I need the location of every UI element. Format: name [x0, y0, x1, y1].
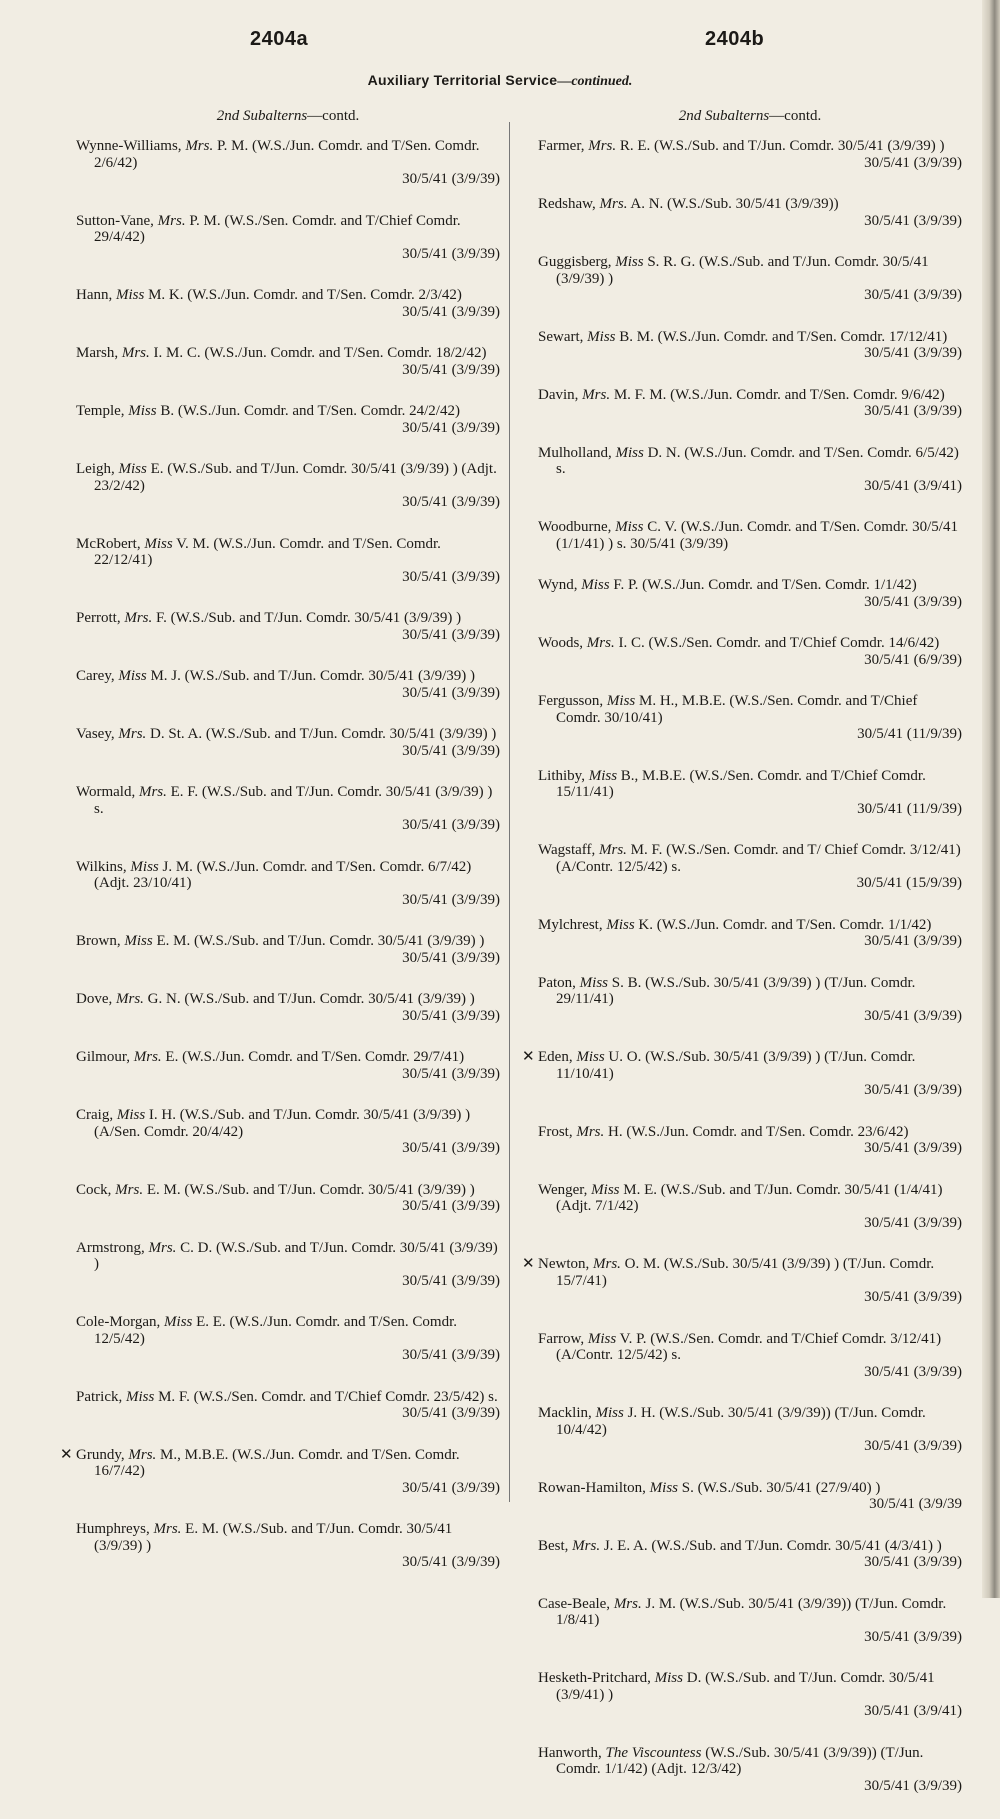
entry-name: Patrick, [76, 1388, 126, 1405]
entry-title: Miss [579, 974, 609, 991]
entry-date: 30/5/41 (3/9/41) [864, 1703, 962, 1719]
entry [538, 1538, 962, 1571]
entry-detail: J. M. (W.S./Sub. 30/5/41 (3/9/39)) (T/Jun. Comdr. 1/8/41) [556, 1595, 947, 1628]
entry-name: Fergusson, [538, 693, 607, 709]
entry-name: Wilkins, [76, 858, 131, 875]
entry [538, 1480, 962, 1513]
entry-date: 30/5/41 (3/9/39) [864, 1289, 962, 1305]
entry-title: Mrs. [115, 1181, 144, 1198]
entry-date: 30/5/41 (3/9/39) [402, 684, 500, 701]
entry-date: 30/5/41 (3/9/39) [402, 891, 500, 908]
entry [76, 403, 500, 436]
entry [538, 577, 962, 610]
entry-title: Miss [587, 1330, 617, 1347]
entry [76, 287, 500, 320]
entry [76, 1521, 500, 1571]
entry-date: 30/5/41 (3/9/39) [864, 593, 962, 610]
entry-detail: A. N. (W.S./Sub. 30/5/41 (3/9/39)) [627, 196, 839, 212]
entry-detail: R. E. (W.S./Sub. and T/Jun. Comdr. 30/5/41 (3/9/39) ) [616, 138, 945, 154]
entry-date: 30/5/41 (11/9/39) [857, 726, 962, 742]
entry-name: Wormald, [76, 784, 139, 800]
entry-title: Miss [615, 254, 644, 270]
entry [538, 519, 962, 552]
right-column [522, 108, 962, 1819]
entry-detail: S. R. G. (W.S./Sub. and T/Jun. Comdr. 30/5/41 (3/9/39) ) [556, 254, 929, 287]
entry-date: 30/5/41 (3/9/39) [864, 403, 962, 419]
entry [538, 1331, 962, 1381]
entry-detail: E. (W.S./Jun. Comdr. and T/Sen. Comdr. 29/7/41) [161, 1049, 465, 1065]
entry [538, 387, 962, 420]
entry-detail: D. N. (W.S./Jun. Comdr. and T/Sen. Comdr. 6/5/42) s. [556, 444, 959, 477]
entry-title: Mrs. [118, 726, 147, 742]
entry-title: Mrs. [582, 386, 611, 403]
entry-date: 30/5/41 (3/9/39) [402, 742, 500, 759]
entry-title: Miss [581, 577, 610, 593]
page-number-left: 2404a [250, 28, 309, 50]
entry-name: Best, [538, 1537, 573, 1554]
entry-name: Gilmour, [76, 1049, 134, 1065]
entry-title: Miss [130, 858, 159, 875]
entry-date: 30/5/41 (3/9/39) [402, 245, 500, 262]
entry-name: Wagstaff, [538, 842, 599, 858]
entry-title: Miss [588, 767, 618, 784]
entry-date: 30/5/41 (3/9/39) [864, 1007, 962, 1024]
entry-name: Grundy, [76, 1446, 129, 1463]
entry-title: Mrs. [121, 345, 150, 361]
entry [538, 917, 962, 950]
entry-title: Mrs. [124, 610, 153, 626]
entry [76, 1182, 500, 1215]
entry-title: Mrs. [613, 1595, 642, 1612]
entry-detail: E. F. (W.S./Sub. and T/Jun. Comdr. 30/5/41 (3/9/39) ) s. [94, 784, 493, 817]
entry-title: Mrs. [593, 1256, 621, 1272]
entry-name: Rowan-Hamilton, [538, 1479, 650, 1496]
entry-date: 30/5/41 (3/9/39) [864, 345, 962, 361]
entry-detail: B., M.B.E. (W.S./Sen. Comdr. and T/Chief Comdr. 15/11/41) [556, 767, 926, 800]
entry-name: Wenger, [538, 1181, 592, 1198]
entry-name: Macklin, [538, 1405, 596, 1421]
entry-title: Mrs. [153, 1521, 182, 1537]
entry-detail: K. (W.S./Jun. Comdr. and T/Sen. Comdr. 1/1/42) [634, 916, 932, 933]
entry-detail: M. E. (W.S./Sub. and T/Jun. Comdr. 30/5/41 (1/4/41) (Adjt. 7/1/42) [556, 1181, 943, 1214]
entry [76, 1389, 500, 1422]
entry-title: Mrs. [133, 1049, 162, 1065]
entry-name: Hanworth, [538, 1744, 606, 1761]
entry-title: Mrs. [588, 138, 617, 154]
entry-name: Armstrong, [76, 1239, 149, 1256]
entry-date: 30/5/41 (3/9/39) [864, 287, 962, 303]
entry-name: Cole-Morgan, [76, 1314, 165, 1330]
entry-detail: M., M.B.E. (W.S./Jun. Comdr. and T/Sen. Comdr. 16/7/42) [94, 1446, 460, 1479]
entry-title: Mrs. [599, 842, 627, 858]
entry [76, 933, 500, 966]
entry-detail: I. C. (W.S./Sen. Comdr. and T/Chief Comdr. 14/6/42) [614, 635, 940, 651]
entry-date: 30/5/41 (3/9/39) [864, 1554, 962, 1570]
cross-mark-icon: ✕ [522, 1049, 535, 1065]
entry [538, 1182, 962, 1232]
entry-date: 30/5/41 (3/9/39 [869, 1496, 962, 1512]
entry-date: 30/5/41 (3/9/39) [402, 361, 500, 378]
cross-mark-icon: ✕ [60, 1446, 73, 1463]
entry [76, 138, 500, 188]
entry-date: 30/5/41 (3/9/39) [402, 1007, 500, 1024]
entry-title: Miss [164, 1314, 193, 1330]
column-divider [509, 122, 510, 1502]
entry [522, 1256, 962, 1306]
entry-name: Davin, [538, 386, 583, 403]
entry-date: 30/5/41 (3/9/39) [864, 154, 962, 171]
entry-name: Humphreys, [76, 1521, 154, 1537]
entry-date: 30/5/41 (3/9/39) [402, 568, 500, 585]
entry-detail: M. F. (W.S./Sen. Comdr. and T/Chief Comdr. 23/5/42) s. [154, 1388, 498, 1405]
entry-name: Vasey, [76, 726, 119, 742]
entry-detail: C. D. (W.S./Sub. and T/Jun. Comdr. 30/5/41 (3/9/39) ) [94, 1239, 498, 1272]
entry [538, 138, 962, 171]
entry-date: 30/5/41 (3/9/39) [864, 1214, 962, 1231]
entry-name: Mylchrest, [538, 916, 607, 933]
entry [60, 1446, 500, 1497]
entry-title: Miss [126, 1388, 155, 1405]
entry-title: Miss [649, 1479, 678, 1496]
entry-detail: E. M. (W.S./Sub. and T/Jun. Comdr. 30/5/41 (3/9/39) ) [94, 1521, 453, 1554]
entry [538, 1745, 962, 1795]
entry-name: Carey, [76, 668, 119, 684]
entry-date: 30/5/41 (3/9/41) [864, 477, 962, 494]
entry-date: 30/5/41 (3/9/39) [864, 1628, 962, 1645]
entry-detail: E. (W.S./Sub. and T/Jun. Comdr. 30/5/41 (3/9/39) ) (Adjt. 23/2/42) [94, 461, 497, 494]
entry-date: 30/5/41 (3/9/39) [402, 494, 500, 510]
entry-detail: D. (W.S./Sub. and T/Jun. Comdr. 30/5/41 (3/9/41) ) [556, 1670, 935, 1703]
entry-name: Paton, [538, 974, 580, 991]
entry-date: 30/5/41 (3/9/39) [864, 1082, 962, 1098]
entry [538, 975, 962, 1025]
left-subheading [76, 108, 500, 126]
right-subheading [538, 108, 962, 126]
entry-name: Temple, [76, 403, 129, 419]
entry-name: Guggisberg, [538, 254, 616, 270]
entry [76, 1049, 500, 1082]
entry-detail: J. H. (W.S./Sub. 30/5/41 (3/9/39)) (T/Jun. Comdr. 10/4/42) [556, 1405, 926, 1438]
entry-name: Frost, [538, 1123, 577, 1140]
entry-detail: B. M. (W.S./Jun. Comdr. and T/Sen. Comdr. 17/12/41) [615, 328, 948, 345]
entry-detail: F. (W.S./Sub. and T/Jun. Comdr. 30/5/41 (3/9/39) ) [152, 610, 462, 626]
entry-name: Sewart, [538, 328, 588, 345]
entry-title: Miss [576, 1049, 605, 1065]
entry-name: Woods, [538, 635, 587, 651]
entry-title: Miss [606, 693, 636, 709]
entry-name: Perrott, [76, 610, 125, 626]
entry [538, 1596, 962, 1646]
entry-title: Miss [606, 916, 635, 933]
entry-date: 30/5/41 (3/9/39) [864, 1363, 962, 1380]
entry-detail: F. P. (W.S./Jun. Comdr. and T/Sen. Comdr. 1/1/42) [609, 577, 917, 593]
entry-title: The Viscountess [605, 1744, 702, 1761]
entry-title: Miss [116, 1107, 146, 1123]
entry-detail: M. J. (W.S./Sub. and T/Jun. Comdr. 30/5/41 (3/9/39) ) [146, 668, 476, 684]
entry-date: 30/5/41 (3/9/39) [402, 1272, 500, 1289]
entry-name: Marsh, [76, 345, 122, 361]
entry-title: Miss [124, 933, 153, 949]
entry [538, 1124, 962, 1157]
entry-detail: (W.S./Sub. 30/5/41 (3/9/39)) (T/Jun. Comdr. 1/1/42) (Adjt. 12/3/42) [556, 1744, 924, 1777]
entry-detail: S. (W.S./Sub. 30/5/41 (27/9/40) ) [678, 1479, 881, 1496]
entry [538, 254, 962, 304]
entry-date: 30/5/41 (3/9/39) [402, 1479, 500, 1496]
entry-name: Brown, [76, 933, 125, 949]
entry [76, 668, 500, 701]
entry-date: 30/5/41 (3/9/39) [402, 419, 500, 436]
section-title: Auxiliary Territorial Service [367, 72, 558, 88]
entry-date: 30/5/41 (3/9/39) [402, 1405, 500, 1421]
entry-title: Miss [654, 1670, 683, 1686]
entry-title: Miss [587, 328, 616, 345]
entry-name: Case-Beale, [538, 1595, 614, 1612]
entry [76, 784, 500, 834]
entry-detail: V. M. (W.S./Jun. Comdr. and T/Sen. Comdr. 22/12/41) [94, 535, 441, 568]
entry-date: 30/5/41 (3/9/39) [864, 1777, 962, 1794]
entry-date: 30/5/41 (3/9/39) [402, 1347, 500, 1363]
entry [538, 445, 962, 495]
entry-name: Hann, [76, 287, 116, 303]
entry-detail: B. (W.S./Jun. Comdr. and T/Sen. Comdr. 24/2/42) [156, 403, 460, 419]
entry-title: Miss [595, 1405, 624, 1421]
entry [76, 610, 500, 643]
entry [76, 1107, 500, 1157]
entry-date: 30/5/41 (3/9/39) [402, 303, 500, 320]
right-entry-list [522, 138, 962, 1794]
entry-name: Mulholland, [538, 444, 616, 461]
entry-date: 30/5/41 (11/9/39) [857, 800, 962, 817]
left-column [60, 108, 500, 1596]
entry-date: 30/5/41 (3/9/39) [864, 1438, 962, 1454]
entry [538, 693, 962, 743]
entry-detail: J. M. (W.S./Jun. Comdr. and T/Sen. Comdr. 6/7/42) (Adjt. 23/10/41) [94, 858, 472, 891]
entry-date: 30/5/41 (15/9/39) [856, 875, 962, 891]
entry-date: 30/5/41 (3/9/39) [402, 949, 500, 966]
entry-title: Miss [615, 519, 644, 535]
entry [538, 842, 962, 892]
entry-title: Mrs. [185, 138, 214, 154]
entry-detail: M. F. (W.S./Sen. Comdr. and T/ Chief Comdr. 3/12/41) (A/Contr. 12/5/42) s. [556, 842, 961, 875]
entry-title: Mrs. [148, 1239, 177, 1256]
entry-detail: S. B. (W.S./Sub. 30/5/41 (3/9/39) ) (T/Jun. Comdr. 29/11/41) [556, 974, 916, 1007]
entry-detail: M. K. (W.S./Jun. Comdr. and T/Sen. Comdr. 2/3/42) [144, 287, 462, 303]
entry-name: Redshaw, [538, 196, 600, 212]
entry-title: Mrs. [138, 784, 167, 800]
entry-detail: U. O. (W.S./Sub. 30/5/41 (3/9/39) ) (T/Jun. Comdr. 11/10/41) [556, 1049, 916, 1082]
entry-name: Wynne-Williams, [76, 138, 186, 154]
entry [522, 1049, 962, 1099]
entry [76, 726, 500, 759]
page-number-right: 2404b [705, 28, 765, 50]
entry [538, 768, 962, 818]
entry-date: 30/5/41 (3/9/39) [864, 1140, 962, 1156]
entry [538, 196, 962, 229]
entry-date: 30/5/41 (3/9/39) [864, 212, 962, 229]
entry-detail: P. M. (W.S./Jun. Comdr. and T/Sen. Comdr. 2/6/42) [94, 138, 480, 171]
entry-date: 30/5/41 (3/9/39) [864, 933, 962, 949]
entry-title: Mrs. [128, 1446, 157, 1463]
entry [76, 1314, 500, 1364]
entry-date: 30/5/41 (3/9/39) [402, 171, 500, 187]
section-continued: —continued. [557, 74, 633, 89]
entry-title: Miss [591, 1181, 620, 1198]
entry-title: Mrs. [576, 1123, 605, 1140]
entry-detail: G. N. (W.S./Sub. and T/Jun. Comdr. 30/5/41 (3/9/39) ) [143, 991, 475, 1007]
entry [538, 1405, 962, 1455]
entry-detail: P. M. (W.S./Sen. Comdr. and T/Chief Comdr. 29/4/42) [94, 212, 461, 245]
left-subheading-rest: —contd. [307, 108, 360, 124]
entry-detail: D. St. A. (W.S./Sub. and T/Jun. Comdr. 30/5/41 (3/9/39) ) [146, 726, 497, 742]
entry-name: Dove, [76, 991, 116, 1007]
entry-date: 30/5/41 (3/9/39) [402, 1554, 500, 1570]
entry-detail: I. H. (W.S./Sub. and T/Jun. Comdr. 30/5/41 (3/9/39) ) (A/Sen. Comdr. 20/4/42) [94, 1107, 471, 1140]
entry-title: Mrs. [599, 196, 628, 212]
entry-detail: E. M. (W.S./Sub. and T/Jun. Comdr. 30/5/41 (3/9/39) ) [152, 933, 485, 949]
entry-name: Sutton-Vane, [76, 212, 158, 229]
entry-name: Newton, [538, 1256, 593, 1272]
entry-date: 30/5/41 (3/9/39) [402, 626, 500, 643]
entry-name: Hesketh-Pritchard, [538, 1670, 655, 1686]
entry-detail: C. V. (W.S./Jun. Comdr. and T/Sen. Comdr. 30/5/41 (1/1/41) ) s. 30/5/41 (3/9/39) [556, 519, 958, 552]
entry-detail: M. F. M. (W.S./Jun. Comdr. and T/Sen. Comdr. 9/6/42) [610, 386, 945, 403]
right-subheading-rest: —contd. [769, 108, 822, 124]
right-subheading-italic: 2nd Subalterns [678, 108, 770, 124]
entry-name: Farrow, [538, 1330, 588, 1347]
entry-detail: J. E. A. (W.S./Sub. and T/Jun. Comdr. 30/5/41 (4/3/41) ) [600, 1537, 942, 1554]
entry-name: Woodburne, [538, 519, 616, 535]
entry-date: 30/5/41 (6/9/39) [864, 651, 962, 668]
entry [76, 345, 500, 378]
entry-detail: I. M. C. (W.S./Jun. Comdr. and T/Sen. Comdr. 18/2/42) [149, 345, 487, 361]
entry-title: Mrs. [586, 635, 615, 651]
page-binding-edge [982, 0, 1000, 1598]
left-entry-list [60, 138, 500, 1571]
entry-detail: E. M. (W.S./Sub. and T/Jun. Comdr. 30/5/41 (3/9/39) ) [143, 1181, 475, 1198]
entry-date: 30/5/41 (3/9/39) [402, 1198, 500, 1214]
entry-title: Mrs. [157, 212, 186, 229]
entry [538, 635, 962, 668]
entry-title: Miss [118, 461, 147, 477]
section-heading [0, 72, 1000, 90]
entry-title: Mrs. [572, 1537, 601, 1554]
entry-name: Lithiby, [538, 767, 589, 784]
entry [538, 329, 962, 362]
entry [76, 859, 500, 909]
cross-mark-icon: ✕ [522, 1256, 535, 1272]
entry [76, 1240, 500, 1290]
entry-date: 30/5/41 (3/9/39) [402, 1065, 500, 1082]
entry-title: Miss [128, 403, 157, 419]
entry-name: Cock, [76, 1181, 116, 1198]
entry-detail: E. E. (W.S./Jun. Comdr. and T/Sen. Comdr. 12/5/42) [94, 1314, 457, 1347]
entry-title: Miss [144, 535, 173, 552]
left-subheading-italic: 2nd Subalterns [216, 108, 308, 124]
entry-title: Miss [118, 668, 147, 684]
entry-name: Wynd, [538, 577, 582, 593]
entry-detail: O. M. (W.S./Sub. 30/5/41 (3/9/39) ) (T/Jun. Comdr. 15/7/41) [556, 1256, 935, 1289]
entry-detail: M. H., M.B.E. (W.S./Sen. Comdr. and T/Chief Comdr. 30/10/41) [556, 693, 918, 726]
entry-title: Miss [615, 444, 644, 461]
entry [76, 991, 500, 1024]
entry [538, 1670, 962, 1720]
entry-detail: H. (W.S./Jun. Comdr. and T/Sen. Comdr. 23/6/42) [604, 1123, 909, 1140]
entry-name: Craig, [76, 1107, 117, 1123]
entry [76, 536, 500, 586]
entry-name: McRobert, [76, 535, 145, 552]
entry-detail: V. P. (W.S./Sen. Comdr. and T/Chief Comdr. 3/12/41) (A/Contr. 12/5/42) s. [556, 1330, 942, 1363]
entry-title: Miss [116, 287, 145, 303]
entry [76, 213, 500, 263]
entry-name: Eden, [538, 1049, 577, 1065]
entry-title: Mrs. [116, 991, 144, 1007]
entry-date: 30/5/41 (3/9/39) [402, 817, 500, 833]
entry [76, 461, 500, 511]
entry-date: 30/5/41 (3/9/39) [402, 1140, 500, 1156]
entry-name: Leigh, [76, 461, 119, 477]
entry-name: Farmer, [538, 138, 589, 154]
